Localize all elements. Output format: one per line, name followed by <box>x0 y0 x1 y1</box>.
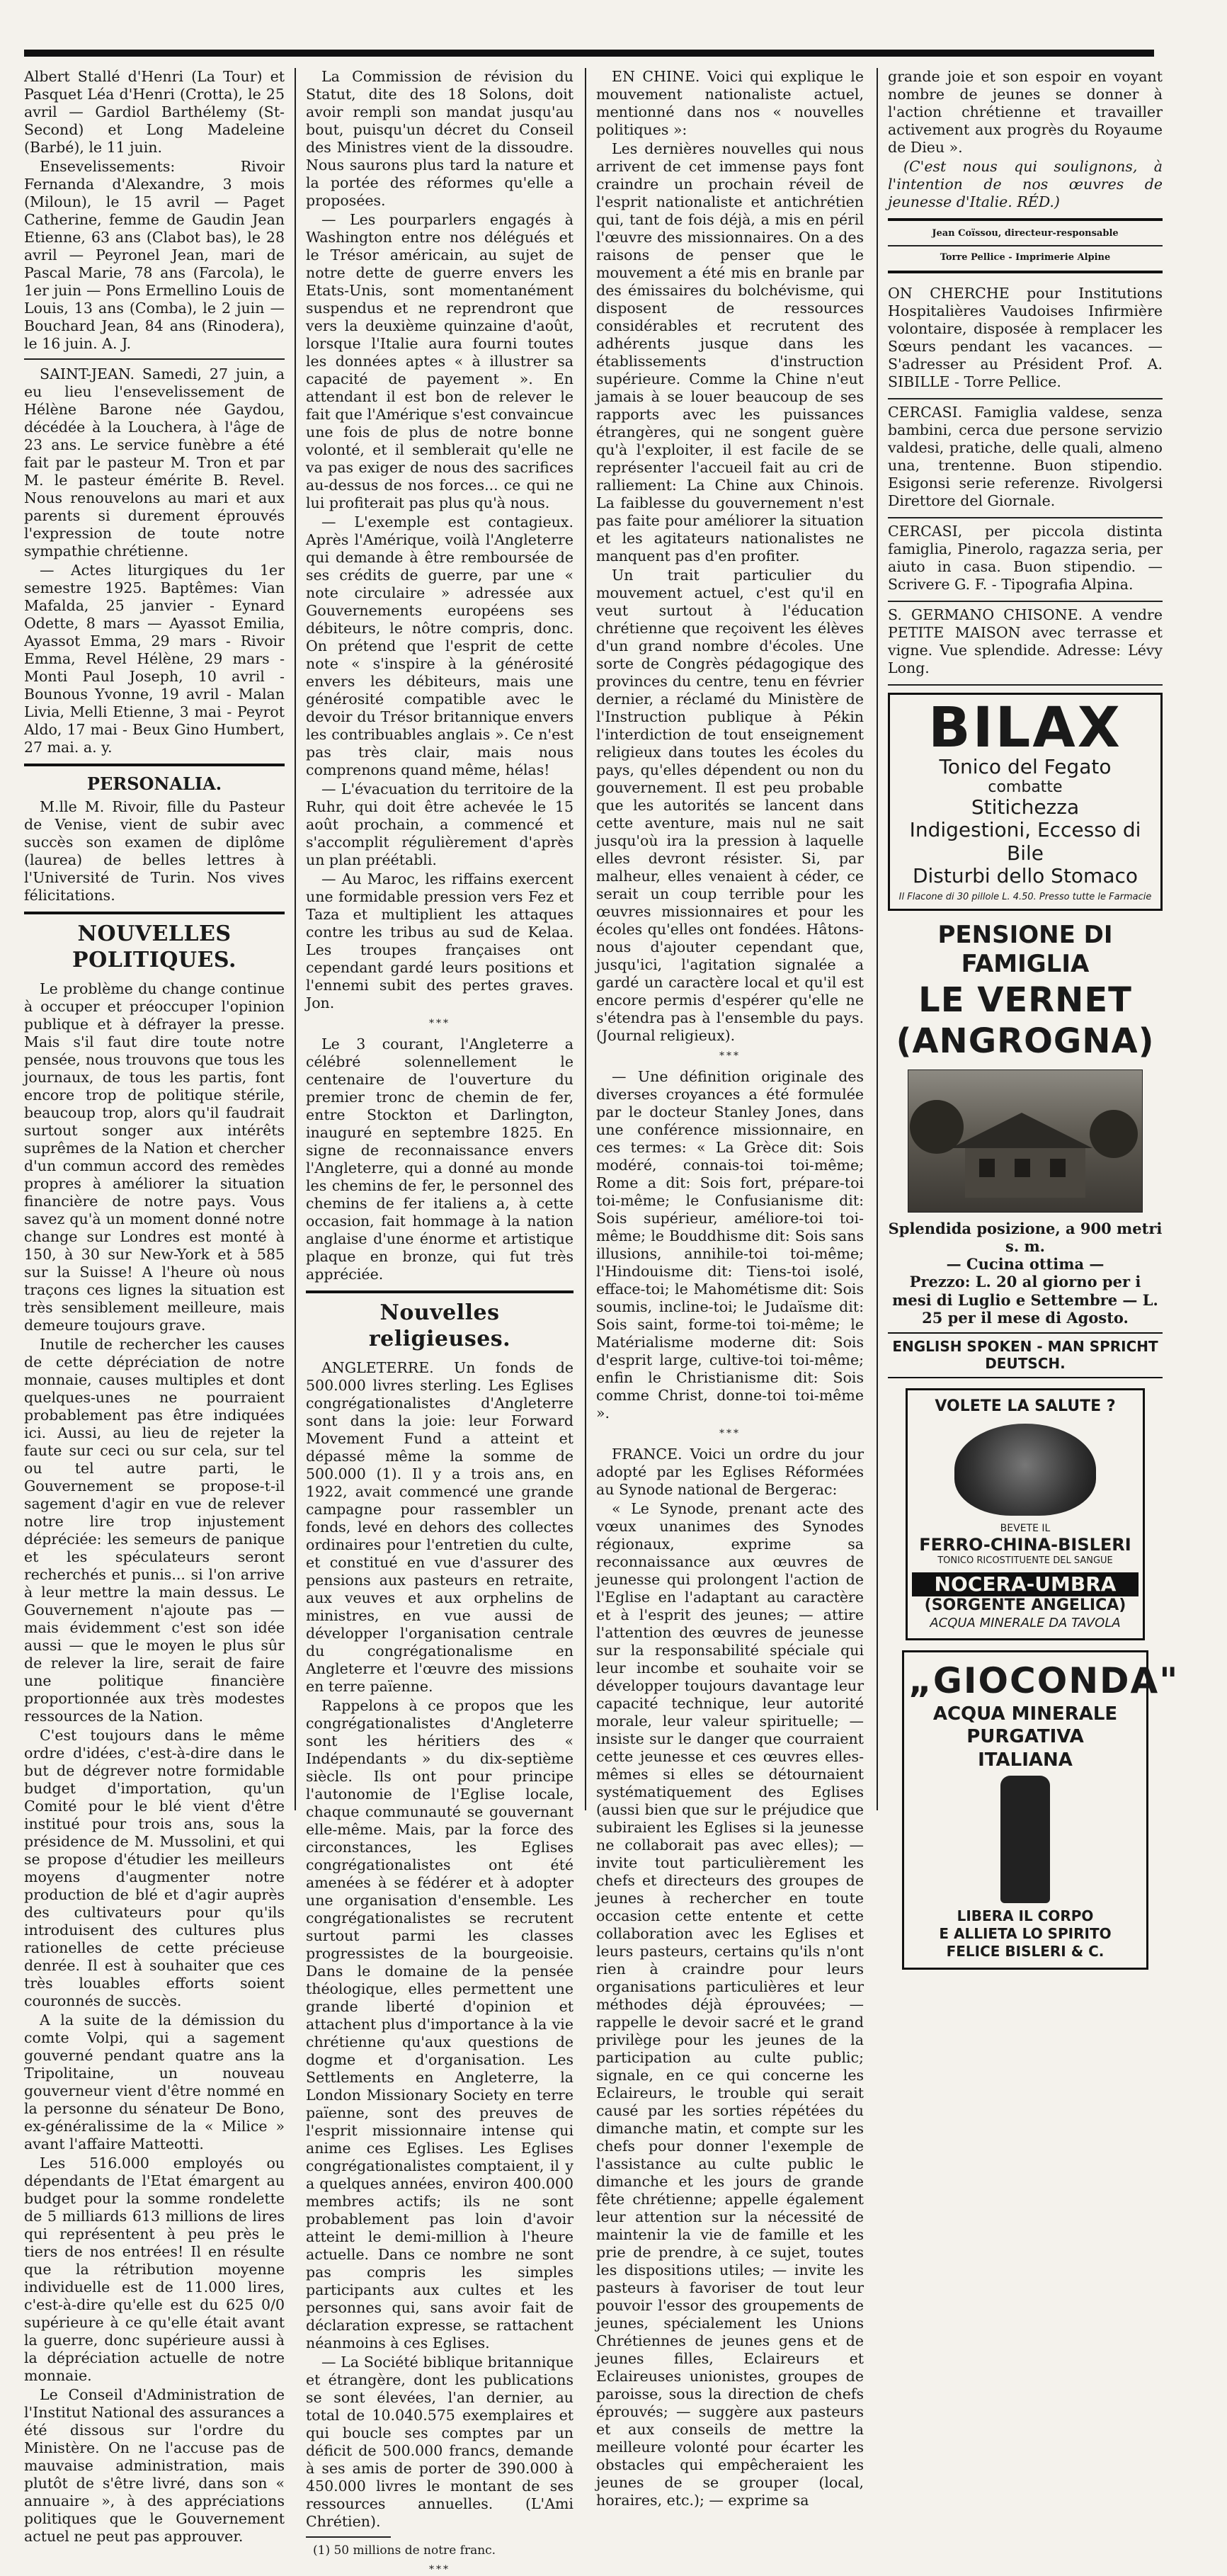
classified-text: S. GERMANO CHISONE. A vendre PETITE MAISON avec terrasse et vigne. Vue splendide. Adresse: Lévy Long. <box>888 606 1163 676</box>
article-paragraph: C'est toujours dans le même ordre d'idées, c'est-à-dire dans le but de dégrever notre formidable budget d'importation, qu'un Comité pour le blé vient d'être institué pour trois ans, sous la présidence de M. Mussolini, et qui se propose d'étudier les meilleurs moyens d'augmenter notre production de blé et d'agir auprès des cultivateurs pour qu'ils introduisent des cultures plus rationelles de cette précieuse denrée. Il est à souhaiter que ces très louables efforts soient couronnés de succès. <box>24 1727 285 2010</box>
article-paragraph: FRANCE. Voici un ordre du jour adopté par les Eglises Réformées au Synode national de Bergerac: <box>596 1446 864 1499</box>
article-paragraph: Le problème du change continue à occuper et préoccuper l'opinion publique et à défrayer la presse. Mais s'il faut dire toute notre pensée, nous trouvons que tous les journaux, de tous les partis, font encore trop de politique stérile, beaucoup trop, alors qu'il faudrait surtout songer aux intérêts suprêmes de la Nation et chercher d'un commun accord des remèdes propres à améliorer la situation financière de notre pays. Vous savez qu'à un moment donné notre change sur Londres est monté à 150, à 30 sur New-York et à 585 sur la Suisse! A l'heure où nous traçons ces lignes la situation est très sensiblement meilleure, mais demeure toujours grave. <box>24 980 285 1334</box>
column-separator <box>585 68 586 1810</box>
masthead-director: Jean Coïssou, directeur-responsable <box>932 228 1119 239</box>
column-2 <box>306 68 573 2575</box>
classified-text: ON CHERCHE pour Institutions Hospitalières Vaudoises Infirmière volontaire, disposée à remplacer les Sœurs pendant les vacances. — S'adresser au Président Prof. A. SIBILLE - Torre Pellice. <box>888 284 1163 390</box>
column-3 <box>596 68 864 2509</box>
classified-ad <box>888 518 1163 602</box>
article-paragraph: La Commission de révision du Statut, dite des 18 Solons, doit avoir rempli son mandat jusqu'au bout, puisqu'un décret du Conseil des Ministres vient de la dissoudre. Nous saurons plus tard la nature et la portée des réformes qu'elle a proposées. <box>306 68 573 209</box>
article-paragraph: Un trait particulier du mouvement actuel, c'est qu'il en veut surtout à l'éducation chrétienne que reçoivent les élèves d'un grand nombre d'écoles. Une sorte de Congrès pédagogique des provinces du centre, tenu en février dernier, a réclamé du Ministère de l'Instruction publique à Pékin l'interdiction de tout enseignement religieux dans toutes les écoles du pays, qu'elles dépendent ou non du gouvernement. Il est peu probable que les autorités se lancent dans cette aventure, mais nul ne sait jusqu'où ira la pression à laquelle elles devront résister. Si, par malheur, elles venaient à céder, ce serait un coup terrible pour les œuvres missionnaires et pour les écoles qu'elles ont fondées. Hâtons-nous d'ajouter cependant que, jusqu'ici, l'agitation signalée a gardé un caractère local et qu'il est encore permis d'espérer qu'elle ne s'étendra pas à l'ensemble du pays. (Journal religieux). <box>596 567 864 1044</box>
gioconda-title: „GIOCONDA" <box>908 1659 1180 1701</box>
masthead-printer: Torre Pellice - Imprimerie Alpine <box>940 251 1111 263</box>
languages-banner: ENGLISH SPOKEN - MAN SPRICHT DEUTSCH. <box>888 1332 1163 1378</box>
ad-line: Prezzo: L. 20 al giorno per i mesi di Luglio e Settembre — L. 25 per il mese di Agosto. <box>892 1273 1158 1327</box>
ad-line: FELICE BISLERI & C. <box>946 1943 1105 1961</box>
ad-line: Il Flacone di 30 pillole L. 4.50. Presso tutte le Farmacie <box>898 891 1152 902</box>
section-heading: Nouvelles religieuses. <box>368 1300 511 1351</box>
ad-line: — Cucina ottima — <box>946 1255 1105 1273</box>
article-paragraph: — Les pourparlers engagés à Washington entre nos délégués et le Trésor américain, au sujet de notre dette de guerre envers les Etats-Unis, sont momentanément suspendus et ne reprendront que vers la deuxième quinzaine d'août, lorsque l'Italie aura fourni toutes les données aptes « à illustrer sa capacité de payement ». En attendant il est bon de relever le fait que l'Amérique s'est convaincue une fois de plus de notre bonne volonté, et il semblerait qu'elle ne va pas exiger de nous des sacrifices au-dessus de nos forces... ce qui ne lui profiterait pas plus qu'à nous. <box>306 211 573 511</box>
article-paragraph: SAINT-JEAN. Samedi, 27 juin, a eu lieu l'ensevelissement de Hélène Barone née Gaydou, décédée à la Louchera, à l'âge de 23 ans. Le service funèbre a été fait par le pasteur M. Tron et par M. le pasteur émérite B. Revel. Nous renouvelons au mari et aux parents si durement éprouvés l'expression de toute notre sympathie chrétienne. <box>24 365 285 560</box>
ad-line: LIBERA IL CORPO <box>957 1907 1094 1925</box>
column-separator <box>877 68 878 1810</box>
top-rule <box>24 50 1154 57</box>
ad-line: ACQUA MINERALE <box>932 1703 1118 1725</box>
article-paragraph: — La Société biblique britannique et étrangère, dont les publications se sont élevées, l'an dernier, au total de 10.040.575 exemplaires et qui boucle ses comptes par un déficit de 500.000 francs, demande à ses amis de porter de 390.000 à 450.000 livres le montant de ses ressources annuelles. (L'Ami Chrétien). <box>306 2354 573 2531</box>
article-paragraph: ANGLETERRE. Un fonds de 500.000 livres sterling. Les Eglises congrégationalistes d'Angleterre sont dans la joie: leur Forward Movement Fund a atteint et dépassé même la somme de 500.000 (1). Il y a trois ans, en 1922, avait commencé une grande campagne pour rassembler un fonds, levé en dehors des collectes ordinaires pour l'entretien du culte, et constitué en vue d'assurer des pensions aux pasteurs en retraite, aux veuves et aux orphelins de ministres, en vue aussi de développer l'organisation centrale du congrégationalisme en Angleterre et l'œuvre des missions en terre païenne. <box>306 1359 573 1696</box>
divider <box>306 1290 573 1293</box>
ad-line: Disturbi dello Stomaco <box>912 863 1138 887</box>
bilax-ad <box>888 693 1163 911</box>
divider <box>24 912 285 914</box>
article-paragraph: — L'évacuation du territoire de la Ruhr, qui doit être achevée le 15 août prochain, a commencé et s'accomplit régulièrement d'après un plan préétabli. <box>306 781 573 868</box>
divider <box>888 218 1163 221</box>
column-separator <box>295 68 296 1810</box>
ad-line: NOCERA-UMBRA <box>912 1572 1138 1596</box>
article-paragraph: — Actes liturgiques du 1er semestre 1925. Baptêmes: Vian Mafalda, 25 janvier - Eynard Odette, 8 mars — Ayassot Emilia, Ayassot Emma, 29 mars - Rivoir Emma, Revel Hélène, 29 mars - Monti Paul Joseph, 10 avril - Bounous Yvonne, 19 avril - Malan Livia, Melli Etienne, 3 mai - Peyrot Aldo, 17 mai - Beux Gino Humbert, 27 mai. a. y. <box>24 562 285 756</box>
footnote: (1) 50 millions de notre franc. <box>313 2543 496 2558</box>
classified-ad <box>888 602 1163 686</box>
article-paragraph: Rappelons à ce propos que les congrégationalistes d'Angleterre sont les héritiers des « Indépendants » du dix-septième siècle. Ils ont pour principe l'autonomie de l'Eglise locale, chaque communauté se gouvernant elle-même. Mais, par la force des circonstances, les Eglises congrégationalistes ont été amenées à se fédérer et à adopter une organisation d'ensemble. Les congrégationalistes se recrutent surtout parmi les classes progressistes de la bourgeoisie. Dans le domaine de la pensée théologique, elles permettent une grande liberté d'opinion et attachent plus d'importance à la vie chrétienne qu'aux questions de dogme et d'organisation. Les Settlements en Angleterre, la London Missionary Society en terre païenne, sont des preuves de l'esprit missionnaire intense qui anime ces Eglises. Les Eglises congrégationalistes comptaient, il y a quelques années, environ 400.000 membres actifs; ils ne sont probablement pas loin d'avoir atteint le demi-million à l'heure actuelle. Dans ce nombre ne sont pas compris les simples participants aux cultes et les personnes qui, sans avoir fait de déclaration expresse, se rattachent néanmoins à ces Eglises. <box>306 1697 573 2352</box>
ad-line: VOLETE LA SALUTE ? <box>935 1397 1116 1415</box>
ad-line: BEVETE IL <box>1000 1522 1051 1534</box>
lion-icon <box>954 1424 1096 1516</box>
editor-note: (C'est nous qui soulignons, à l'intention de nos œuvres de jeunesse d'Italie. RÉD.) <box>888 158 1163 210</box>
article-paragraph: A la suite de la démission du comte Volpi, qui a sagement gouverné pendant quatre ans la Tripolitaine, un nouveau gouverneur vient d'être nommé en la personne du sénateur De Bono, ex-généralissime de la « Milice » avant l'affaire Matteotti. <box>24 2012 285 2153</box>
separator-stars: *** <box>719 1050 741 1062</box>
ad-line: Tonico del Fegato <box>939 754 1112 778</box>
ad-line: PENSIONE DI FAMIGLIA <box>937 920 1113 979</box>
article-paragraph: Le Conseil d'Administration de l'Institut National des assurances a été dissous sur l'ordre du Ministère. On ne l'accuse pas de mauvaise administration, mais plutôt de s'être livré, dans son « annuaire », à des appréciations politiques que le Gouvernement actuel ne peut pas approuver. <box>24 2386 285 2546</box>
ad-line: E ALLIETA LO SPIRITO <box>939 1925 1112 1943</box>
article-paragraph: Les dernières nouvelles qui nous arrivent de cet immense pays font craindre un prochain réveil de l'esprit nationaliste et antichrétien qui, tant de fois déjà, a mis en péril l'œuvre des missionnaires. On a des raisons de penser que le mouvement a été mis en branle par des émissaires du bolchévisme, qui disposent de ressources considérables et recrutent des adhérents jusque dans les établissements d'instruction supérieure. Comme la Chine n'eut jamais à se louer beaucoup de ses rapports avec les puissances étrangères, qui ne songent guère qu'à l'exploiter, il est facile de se représenter l'accueil fait au cri de ralliement: La Chine aux Chinois. La faiblesse du gouvernement n'est pas faite pour améliorer la situation et les agitateurs nationalistes ne manquent pas d'en profiter. <box>596 140 864 564</box>
ad-line: (SORGENTE ANGELICA) <box>924 1596 1126 1614</box>
bilax-title: BILAX <box>928 696 1122 760</box>
vernet-photo <box>908 1069 1143 1213</box>
article-paragraph: Albert Stallé d'Henri (La Tour) et Pasquet Léa d'Henri (Crotta), le 25 avril — Gardiol Barthélemy (St-Second) et Long Madeleine (Barbé), le 11 juin. <box>24 68 285 156</box>
classified-text: CERCASI. Famiglia valdese, senza bambini, cerca due persone servizio valdesi, pratiche, delle quali, almeno una, trentenne. Buon stipendio. Esigonsi serie referenze. Rivolgersi Direttore del Giornale. <box>888 403 1163 509</box>
article-paragraph: Les 516.000 employés ou dépendants de l'Etat émargent au budget pour la somme rondelette de 5 milliards 613 millions de lires qui représentent à peu près le tiers de nos entrées! Il en résulte que la rétribution moyenne individuelle est de 11.000 lires, c'est-à-dire qu'elle est du 625 0/0 supérieure à ce qu'elle était avant la guerre, donc supérieure aussi à la dépréciation actuelle de notre monnaie. <box>24 2155 285 2385</box>
ad-line: ACQUA MINERALE DA TAVOLA <box>930 1615 1121 1630</box>
classified-text: CERCASI, per piccola distinta famiglia, Pinerolo, ragazza seria, per aiuto in casa. Buon stipendio. — Scrivere G. F. - Tipografia Alpina. <box>888 522 1163 593</box>
bottle-icon <box>1000 1776 1050 1903</box>
ad-line: Splendida posizione, a 900 metri s. m. <box>888 1219 1163 1256</box>
separator-stars: *** <box>719 1428 741 1440</box>
article-paragraph: Le 3 courant, l'Angleterre a célébré solennellement le centenaire de l'ouverture du premier tronc de chemin de fer, entre Stockton et Darlington, inauguré en septembre 1825. En signe de reconnaissance envers l'Angleterre, qui a donné au monde les chemins de fer, le personnel des chemins de fer italiens a, à cette occasion, fait hommage à la nation anglaise d'une énorme et artistique plaque en bronze, qui fut très appréciée. <box>306 1035 573 1283</box>
divider <box>888 245 1163 246</box>
article-paragraph: « Le Synode, prenant acte des vœux unanimes des Synodes régionaux, exprime sa reconnaissance aux œuvres de jeunesse qui prolongent l'action de l'Eglise en l'adaptant au caractère et à l'esprit des jeunes; — attire l'attention des œuvres de jeunesse sur la responsabilité spéciale qui leur incombe et souhaite voir se développer toujours davantage leur capacité technique, leur autorité morale, leur valeur spirituelle; — insiste sur le danger que courraient cette jeunesse et ces œuvres elles-mêmes si elles se détournaient systématiquement des Eglises (aussi bien que sur le préjudice que subiraient les Eglises si la jeunesse ne collaborait pas avec elles); — invite tout particulièrement les chefs et directeurs des groupes de jeunes à rechercher en toute occasion cette entente et cette collaboration avec les Eglises et leurs pasteurs, certains qu'ils n'ont rien à craindre pour leurs organisations particulières et leur méthodes déjà éprouvées; — rappelle le devoir sacré et le grand privilège pour les jeunes de la participation au culte public; signale, en ce qui concerne les Eclaireurs, le trouble qui serait causé par les sorties répétées du dimanche matin, et compte sur les chefs pour donner l'exemple de l'assistance au culte public le dimanche et les jours de grande fête chrétienne; appelle également leur attention sur la nécessité de maintenir la vie de famille et les prie de prendre, à ce sujet, toutes les dispositions utiles; — invite les pasteurs à favoriser de tout leur pouvoir l'essor des groupements de jeunes, spécialement les Unions Chrétiennes de jeunes gens et de jeunes filles, Eclaireurs et Eclaireuses unionistes, groupes de paroisse, sous la direction de chefs éprouvés; — suggère aux pasteurs et aux conseils de mettre la meilleure volonté pour écarter les obstacles qui empêcheraient les jeunes de se grouper (local, horaires, etc.); — exprime sa <box>596 1500 864 2509</box>
article-paragraph: EN CHINE. Voici qui explique le mouvement nationaliste actuel, mentionné dans nos « nouvelles politiques »: <box>596 68 864 138</box>
separator-stars: *** <box>429 1018 450 1029</box>
ad-line: FERRO-CHINA-BISLERI <box>919 1534 1131 1555</box>
divider <box>24 358 285 360</box>
ad-line: LE VERNET (ANGROGNA) <box>896 980 1155 1062</box>
house-photo-icon <box>908 1070 1142 1212</box>
section-heading: NOUVELLES POLITIQUES. <box>72 921 236 972</box>
article-paragraph: — Au Maroc, les riffains exercent une formidable pression vers Fez et Taza et multiplient les attaques contre les tribus au sud de Kelaa. Les troupes françaises ont cependant gardé leurs positions et l'ennemi subit des pertes graves. Jon. <box>306 870 573 1011</box>
ad-line: Indigestioni, Eccesso di Bile <box>909 818 1141 865</box>
column-1 <box>24 68 285 2546</box>
article-paragraph: Inutile de rechercher les causes de cette dépréciation de notre monnaie, causes multiples et dont quelques-unes ne pourraient probablement pas être indiquées ici. Aussi, au lieu de rejeter la faute sur ceci ou sur cela, sur tel ou tel autre parti, le Gouvernement se propose-t-il sagement d'agir en vue de relever notre lire trop injustement dépréciée: les semeurs de panique et les spéculateurs seront recherchés et punis... si l'on arrive à leur mettre la main dessus. Le Gouvernement n'ajoute pas — mais évidemment c'est son idée aussi — que le moyen le plus sûr de relever la lire, serait de faire une politique financière proportionnée aux très modestes ressources de la Nation. <box>24 1336 285 1725</box>
ferro-china-ad <box>906 1388 1145 1640</box>
column-4 <box>888 68 1180 1961</box>
ad-line: combatte <box>988 778 1063 796</box>
gioconda-ad <box>902 1650 1180 1970</box>
article-paragraph: M.lle M. Rivoir, fille du Pasteur de Venise, vient de subir avec succès son examen de diplôme (laurea) de belles lettres à l'Université de Turin. Nos vives félicitations. <box>24 798 285 904</box>
section-heading: PERSONALIA. <box>86 773 222 794</box>
article-paragraph: Ensevelissements: Rivoir Fernanda d'Alexandre, 3 mois (Miloun), le 15 avril — Paget Catherine, femme de Gaudin Jean Etienne, 63 ans (Clabot bas), le 28 avril — Peyronel Jean, mari de Pascal Marie, 78 ans (Farcola), le 1er juin — Pons Ermellino Louis de Louis, 13 ans (Comba), le 2 juin — Bouchard Jean, 84 ans (Rinodera), le 16 juin. A. J. <box>24 158 285 352</box>
separator-stars: *** <box>429 2564 450 2575</box>
article-paragraph: grande joie et son espoir en voyant nombre de jeunes se donner à l'action chrétienne et travailler activement aux progrès du Royaume de Dieu ». <box>888 68 1163 156</box>
classified-ad <box>888 399 1163 518</box>
article-paragraph: — Une définition originale des diverses croyances a été formulée par le docteur Stanley Jones, dans une conférence missionnaire, en ces termes: « La Grèce dit: Sois modéré, connais-toi toi-même; Rome a dit: Sois fort, prépare-toi toi-même; le Confusianisme dit: Sois supérieur, améliore-toi toi-même; le Bouddhisme dit: Sois sans illusions, annihile-toi toi-même; l'Hindouisme dit: Tiens-toi isolé, efface-toi; le Mahométisme dit: Sois soumis, incline-toi; le Judaïsme dit: Sois saint, forme-toi toi-même; le Matérialisme moderne dit: Sois d'esprit large, cultive-toi toi-même; enfin le Christianisme dit: Sois comme Christ, donne-toi toi-même ». <box>596 1068 864 1422</box>
divider <box>24 764 285 766</box>
article-paragraph: — L'exemple est contagieux. Après l'Amérique, voilà l'Angleterre qui demande à être remboursée de ses crédits de guerre, par une « note circulaire » adressée aux Gouvernements européens ses débiteurs, le nôtre compris, donc. On prétend que l'esprit de cette note « s'inspire à la générosité envers les débiteurs, mais une générosité compatible avec le devoir du Trésor britannique envers les contribuables anglais ». Ce n'est pas très clair, mais nous comprenons quand même, hélas! <box>306 514 573 778</box>
footnote-rule <box>306 2536 391 2538</box>
ad-line: TONICO RICOSTITUENTE DEL SANGUE <box>937 1555 1113 1566</box>
classified-ad <box>888 280 1163 399</box>
ad-line: Stitichezza <box>971 795 1080 819</box>
ad-line: PURGATIVA <box>966 1726 1084 1748</box>
vernet-ad <box>888 921 1163 1327</box>
divider <box>888 271 1163 273</box>
ad-line: ITALIANA <box>978 1749 1073 1771</box>
